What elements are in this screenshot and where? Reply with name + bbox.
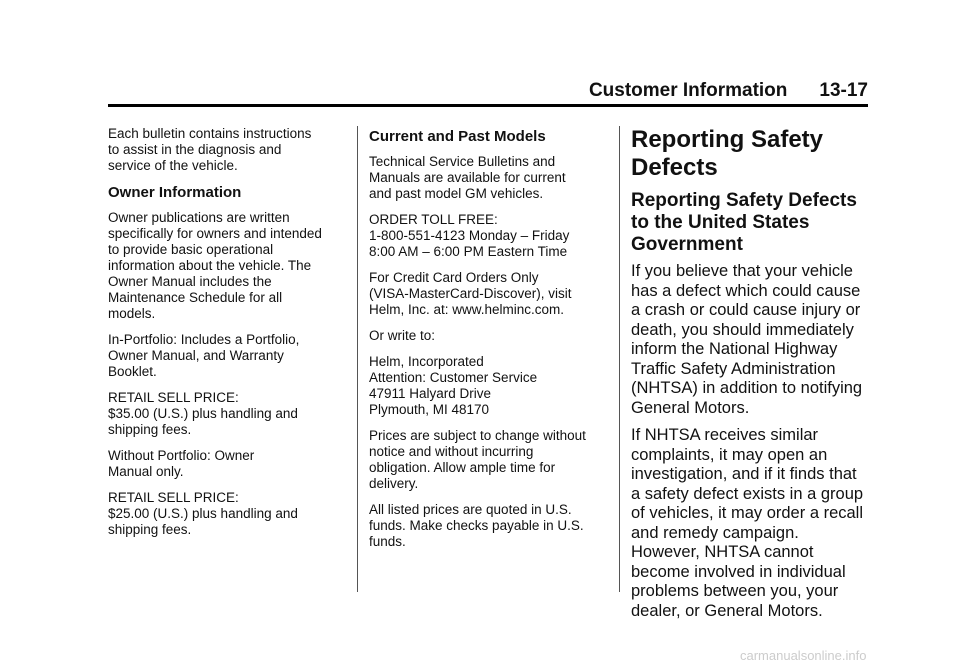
text-line: to assist in the diagnosis and	[108, 142, 282, 157]
text-line: However, NHTSA cannot	[631, 543, 814, 561]
current-past-models-heading: Current and Past Models	[369, 128, 546, 145]
paragraph	[108, 490, 348, 538]
text-line: Maintenance Schedule for all	[108, 290, 283, 305]
text-line: Helm, Inc. at: www.helminc.com.	[369, 302, 565, 317]
text-line: Manuals are available for current	[369, 170, 566, 185]
heading-line: Reporting Safety Defects	[631, 190, 857, 211]
paragraph	[631, 426, 866, 621]
text-line: If NHTSA receives similar	[631, 426, 819, 444]
text-line: In-Portfolio: Includes a Portfolio,	[108, 332, 300, 347]
text-line: For Credit Card Orders Only	[369, 270, 539, 285]
address-paragraph	[369, 354, 609, 418]
text-line: become involved in individual	[631, 562, 846, 581]
text-line: funds. Make checks payable in U.S.	[369, 518, 584, 533]
column-middle	[369, 126, 609, 560]
owner-information-heading: Owner Information	[108, 184, 242, 201]
column-divider	[619, 126, 620, 592]
text-line: Each bulletin contains instructions	[108, 126, 312, 141]
text-line: a safety defect exists in a group	[631, 484, 864, 503]
text-line: and remedy campaign.	[631, 523, 799, 542]
text-line: Prices are subject to change without	[369, 428, 586, 443]
text-line: funds.	[369, 534, 406, 549]
paragraph	[369, 328, 609, 344]
paragraph	[108, 332, 348, 380]
text-line: obligation. Allow ample time for	[369, 460, 556, 475]
paragraph	[369, 502, 609, 550]
paragraph	[108, 448, 348, 480]
text-line: Booklet.	[108, 364, 157, 379]
text-line: RETAIL SELL PRICE:	[108, 490, 239, 505]
text-line: Plymouth, MI 48170	[369, 402, 490, 417]
text-line: specifically for owners and intended	[108, 226, 322, 241]
text-line: $35.00 (U.S.) plus handling and	[108, 406, 298, 421]
text-line: Owner Manual, and Warranty	[108, 348, 284, 363]
header-rule	[108, 104, 868, 107]
section-heading	[631, 126, 866, 182]
text-line: 1-800-551-4123 Monday – Friday	[369, 228, 570, 243]
text-line: 47911 Halyard Drive	[369, 386, 492, 401]
text-line: delivery.	[369, 476, 419, 491]
text-line: death, you should immediately	[631, 320, 854, 339]
text-line: Traffic Safety Administration	[631, 359, 836, 378]
subsection-heading	[631, 190, 866, 256]
heading-line: Government	[631, 234, 743, 255]
paragraph	[369, 212, 609, 260]
text-line: Or write to:	[369, 328, 436, 343]
paragraph	[369, 428, 609, 492]
text-line: shipping fees.	[108, 522, 192, 537]
text-line: Owner publications are written	[108, 210, 290, 225]
text-line: Without Portfolio: Owner	[108, 448, 255, 463]
section-title: Customer Information	[588, 80, 788, 101]
text-line: complaints, it may open an	[631, 445, 828, 464]
page-header	[108, 80, 868, 106]
text-line: General Motors.	[631, 398, 750, 417]
text-line: information about the vehicle. The	[108, 258, 312, 273]
text-line: dealer, or General Motors.	[631, 601, 823, 620]
text-line: $25.00 (U.S.) plus handling and	[108, 506, 298, 521]
text-line: Technical Service Bulletins and	[369, 154, 556, 169]
text-line: notice and without incurring	[369, 444, 534, 459]
text-line: to provide basic operational	[108, 242, 274, 257]
heading-line: Reporting Safety	[631, 126, 824, 153]
text-line: shipping fees.	[108, 422, 192, 437]
text-line: problems between you, your	[631, 582, 839, 600]
paragraph	[369, 154, 609, 202]
text-line: RETAIL SELL PRICE:	[108, 390, 239, 405]
text-line: has a defect which could cause	[631, 281, 861, 300]
text-line: (VISA-MasterCard-Discover), visit	[369, 286, 572, 301]
text-line: All listed prices are quoted in U.S.	[369, 502, 572, 517]
text-line: Owner Manual includes the	[108, 274, 272, 289]
text-line: investigation, and if it finds that	[631, 465, 857, 483]
paragraph	[631, 262, 866, 418]
paragraph	[108, 390, 348, 438]
column-left	[108, 126, 348, 548]
heading-line: Defects	[631, 154, 718, 181]
column-divider	[357, 126, 358, 592]
text-line: (NHTSA) in addition to notifying	[631, 379, 863, 397]
text-line: and past model GM vehicles.	[369, 186, 544, 201]
column-right	[631, 126, 866, 629]
intro-paragraph	[108, 126, 348, 174]
text-line: Attention: Customer Service	[369, 370, 538, 385]
text-line: inform the National Highway	[631, 340, 838, 358]
text-line: 8:00 AM – 6:00 PM Eastern Time	[369, 244, 568, 259]
heading-line: to the United States	[631, 212, 810, 233]
paragraph	[369, 270, 609, 318]
text-line: of vehicles, it may order a recall	[631, 504, 864, 522]
text-line: ORDER TOLL FREE:	[369, 212, 498, 227]
watermark: carmanualsonline.info	[740, 648, 867, 663]
paragraph	[108, 210, 348, 322]
page-number: 13-17	[819, 80, 868, 101]
text-line: Manual only.	[108, 464, 184, 479]
text-line: a crash or could cause injury or	[631, 301, 861, 319]
text-line: Helm, Incorporated	[369, 354, 484, 369]
text-line: models.	[108, 306, 156, 321]
text-line: service of the vehicle.	[108, 158, 238, 173]
text-line: If you believe that your vehicle	[631, 262, 853, 280]
